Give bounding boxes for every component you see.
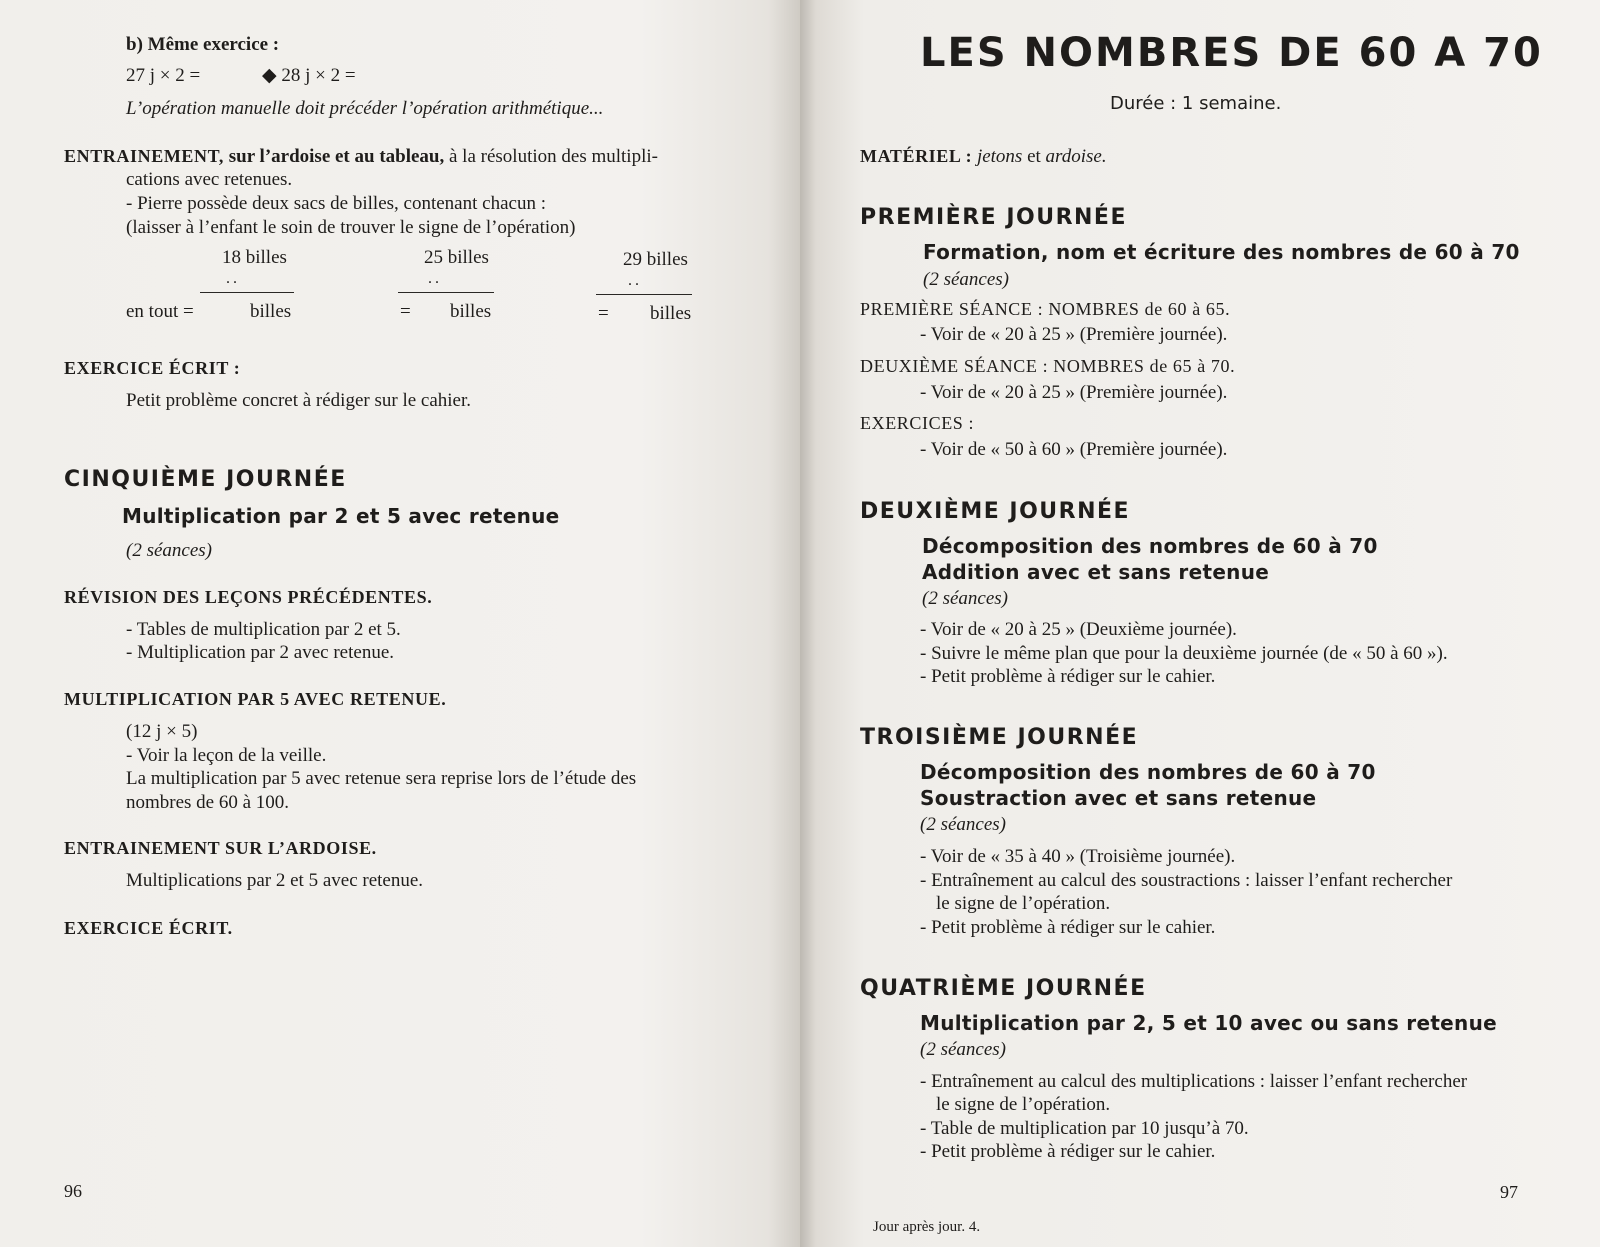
journee-1-seances: (2 séances) [923,269,1009,290]
exercice-ecrit-text: Petit problème concret à rédiger sur le cahier. [126,390,472,411]
mult5-line-2: - Voir la leçon de la veille. [126,745,327,766]
journee-3-item-2: - Entraînement au calcul des soustractions : laisser l’enfant rechercher [920,870,1453,891]
journee-3-item-3: - Petit problème à rédiger sur le cahier. [920,917,1216,938]
exercices-item: - Voir de « 50 à 60 » (Première journée). [920,439,1228,460]
journee-4-title: QUATRIÈME JOURNÉE [860,976,1147,1001]
footer-signature: Jour après jour. 4. [873,1219,981,1235]
seance-1-item: - Voir de « 20 à 25 » (Première journée). [920,324,1228,345]
cinquieme-journee-subtitle: Multiplication par 2 et 5 avec retenue [122,504,560,528]
billes-col-2-dots: .. [428,270,442,287]
billes-col-3-dots: .. [628,272,642,289]
mult5-line-1: (12 j × 5) [126,721,198,742]
entrainement-bold: sur l’ardoise et au tableau, [228,146,445,167]
ardoise-text: Multiplications par 2 et 5 avec retenue. [126,870,424,891]
journee-4-seances: (2 séances) [920,1039,1006,1060]
journee-2-seances: (2 séances) [922,588,1008,609]
journee-4-item-2: - Table de multiplication par 10 jusqu’à 70. [920,1118,1249,1139]
seance-2-head: DEUXIÈME SÉANCE : NOMBRES de 65 à 70. [860,356,1236,376]
seance-2-item: - Voir de « 20 à 25 » (Première journée). [920,382,1228,403]
exercices-head: EXERCICES : [860,413,975,433]
journee-3-item-2-cont: le signe de l’opération. [936,893,1111,914]
ardoise-head: ENTRAINEMENT SUR L’ARDOISE. [64,838,377,858]
journee-2-item-2: - Suivre le même plan que pour la deuxième journée (de « 50 à 60 »). [920,643,1448,664]
exercise-b-op-2: ◆ 28 j × 2 = [262,65,356,86]
materiel-label: MATÉRIEL : [860,146,973,166]
seance-1-head: PREMIÈRE SÉANCE : NOMBRES de 60 à 65. [860,299,1231,319]
journee-4-subtitle: Multiplication par 2, 5 et 10 avec ou sans retenue [920,1011,1497,1035]
journee-2-title: DEUXIÈME JOURNÉE [860,499,1131,524]
cinquieme-seances: (2 séances) [126,540,212,561]
billes-col-1-dots: .. [226,270,240,287]
materiel-ardoise: ardoise. [1045,146,1107,167]
revision-item-2: - Multiplication par 2 avec retenue. [126,642,395,663]
billes-col-3-top: 29 billes [623,249,688,270]
billes-col-1-prefix: en tout = [126,301,194,322]
materiel-line [860,145,1107,168]
billes-col-1-bottom: billes [250,301,292,322]
journee-3-subtitle-2: Soustraction avec et sans retenue [920,786,1317,810]
exercise-b-title: b) Même exercice : [126,34,280,55]
journee-1-title: PREMIÈRE JOURNÉE [860,205,1127,230]
page-number-left: 96 [64,1181,82,1201]
pierre-line-2: (laisser à l’enfant le soin de trouver le signe de l’opération) [126,217,576,238]
exercise-b-note: L’opération manuelle doit précéder l’opération arithmétique... [126,98,604,119]
billes-col-1-top: 18 billes [222,247,287,268]
revision-head: RÉVISION DES LEÇONS PRÉCÉDENTES. [64,587,433,607]
exercise-b-op-1: 27 j × 2 = [126,65,201,86]
entrainement-rest: à la résolution des multipli- [449,146,658,167]
pierre-line-1: - Pierre possède deux sacs de billes, contenant chacun : [126,193,546,214]
billes-col-2-bottom: billes [450,301,492,322]
billes-col-1-rule [200,292,294,293]
journee-4-item-1: - Entraînement au calcul des multiplications : laisser l’enfant rechercher [920,1071,1468,1092]
journee-2-subtitle-1: Décomposition des nombres de 60 à 70 [922,534,1378,558]
journee-2-subtitle-2: Addition avec et sans retenue [922,560,1270,584]
mult5-line-4: nombres de 60 à 100. [126,792,290,813]
page-number-right: 97 [1500,1182,1518,1202]
exercice-ecrit-head: EXERCICE ÉCRIT : [64,358,241,378]
journee-3-item-1: - Voir de « 35 à 40 » (Troisième journée). [920,846,1236,867]
billes-col-3-prefix: = [598,303,609,324]
billes-col-3-rule [596,294,692,295]
journee-1-subtitle: Formation, nom et écriture des nombres de 60 à 70 [923,240,1520,264]
entrainement-head: ENTRAINEMENT, [64,146,224,166]
duree: Durée : 1 semaine. [1110,93,1282,114]
journee-4-item-3: - Petit problème à rédiger sur le cahier. [920,1141,1216,1162]
billes-col-3-bottom: billes [650,303,692,324]
entrainement-cont: cations avec retenues. [126,169,293,190]
mult5-head: MULTIPLICATION PAR 5 AVEC RETENUE. [64,689,447,709]
billes-col-2-rule [398,292,494,293]
right-page [800,0,1600,1247]
mult5-line-3: La multiplication par 5 avec retenue sera reprise lors de l’étude des [126,768,637,789]
page-title: LES NOMBRES DE 60 A 70 [920,30,1543,76]
journee-3-subtitle-1: Décomposition des nombres de 60 à 70 [920,760,1376,784]
cinquieme-journee-title: CINQUIÈME JOURNÉE [64,467,347,492]
revision-item-1: - Tables de multiplication par 2 et 5. [126,619,401,640]
exercice-ecrit-2: EXERCICE ÉCRIT. [64,918,233,938]
journee-2-item-3: - Petit problème à rédiger sur le cahier. [920,666,1216,687]
entrainement-line [64,145,658,168]
journee-3-title: TROISIÈME JOURNÉE [860,725,1139,750]
journee-3-seances: (2 séances) [920,814,1006,835]
journee-2-item-1: - Voir de « 20 à 25 » (Deuxième journée). [920,619,1237,640]
materiel-jetons: jetons [976,146,1023,167]
billes-col-2-prefix: = [400,301,411,322]
materiel-et: et [1027,146,1041,167]
billes-col-2-top: 25 billes [424,247,489,268]
journee-4-item-1-cont: le signe de l’opération. [936,1094,1111,1115]
